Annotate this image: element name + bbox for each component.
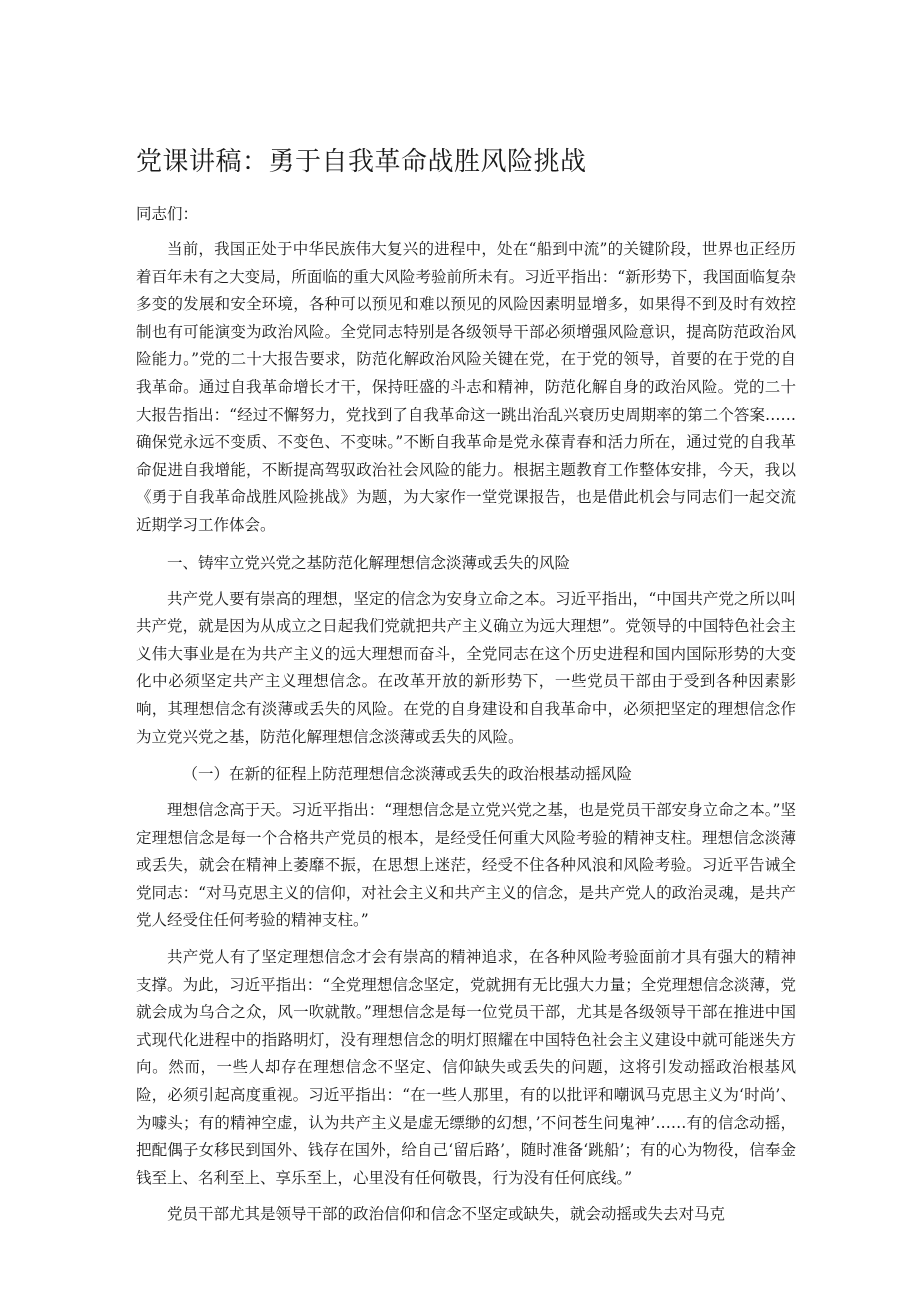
intro-paragraph: 当前，我国正处于中华民族伟大复兴的进程中，处在“船到中流”的关键阶段，世界也正经历着百年未有之大变局，所面临的重大风险考验前所未有。习近平指出：“新形势下，我国面临复杂多变的发展和安全环境，各种可以预见和难以预见的风险因素明显增多，如果得不到及时有效控制也有可能演变为政治风险。全党同志特别是各级领导干部必须增强风险意识，提高防范政治风险能力。”党的二十大报告要求，防范化解政治风险关键在党，在于党的领导，首要的在于党的自我革命。通过自我革命增长才干，保持旺盛的斗志和精神，防范化解自身的政治风险。党的二十大报告指出：“经过不懈努力，党找到了自我革命这一跳出治乱兴衰历史周期率的第二个答案……确保党永远不变质、不变色、不变味。”不断自我革命是党永葆青春和活力所在，通过党的自我革命促进自我增能，不断提高驾驭政治社会风险的能力。根据主题教育工作整体安排，今天，我以《勇于自我革命战胜风险挑战》为题，为大家作一堂党课报告，也是借此机会与同志们一起交流近期学习工作体会。 [136,240,796,534]
page-title: 党课讲稿：勇于自我革命战胜风险挑战 [136,147,587,177]
subsection-heading-1: （一）在新的征程上防范理想信念淡薄或丢失的政治根基动摇风险 [182,765,633,784]
salutation: 同志们： [136,205,199,223]
subsection-1-paragraph-3: 党员干部尤其是领导干部的政治信仰和信念不坚定或缺失，就会动摇或失去对马克 [167,1205,726,1224]
subsection-1-paragraph-2: 共产党人有了坚定理想信念才会有崇高的精神追求，在各种风险考验面前才具有强大的精神支撑。为此，习近平指出：“全党理想信念坚定，党就拥有无比强大力量；全党理想信念淡薄，党就会成为乌合之众，风一吹就散。”理想信念是每一位党员干部，尤其是各级领导干部在推进中国式现代化进程中的指路明灯，没有理想信念的明灯照耀在中国特色社会主义建设中就可能迷失方向。然而，一些人却存在理想信念不坚定、信仰缺失或丢失的问题，这将引发动摇政治根基风险，必须引起高度重视。习近平指出：“在一些人那里，有的以批评和嘲讽马克思主义为‘时尚’、为噱头；有的精神空虚，认为共产主义是虚无缥缈的幻想，’不问苍生问鬼神’……有的信念动摇，把配偶子女移民到国外、钱存在国外，给自己‘留后路’，随时准备‘跳船’；有的心为物役，信奉金钱至上、名利至上、享乐至上，心里没有任何敬畏，行为没有任何底线。” [136,948,796,1187]
subsection-1-paragraph-1: 理想信念高于天。习近平指出：“理想信念是立党兴党之基，也是党员干部安身立命之本。”坚定理想信念是每一个合格共产党员的根本，是经受任何重大风险考验的精神支柱。理想信念淡薄或丢失，就会在精神上萎靡不振，在思想上迷茫，经受不住各种风浪和风险考验。习近平告诫全党同志：“对马克思主义的信仰，对社会主义和共产主义的信念，是共产党人的政治灵魂，是共产党人经受住任何考验的精神支柱。” [136,801,796,930]
section-heading-1: 一、铸牢立党兴党之基防范化解理想信念淡薄或丢失的风险 [167,553,571,572]
section-1-paragraph: 共产党人要有崇高的理想，坚定的信念为安身立命之本。习近平指出，“中国共产党之所以叫共产党，就是因为从成立之日起我们党就把共产主义确立为远大理想”。党领导的中国特色社会主义伟大事业是在为共产主义的远大理想而奋斗，全党同志在这个历史进程和国内国际形势的大变化中必须坚定共产主义理想信念。在改革开放的新形势下，一些党员干部由于受到各种因素影响，其理想信念有淡薄或丢失的风险。在党的自身建设和自我革命中，必须把坚定的理想信念作为立党兴党之基，防范化解理想信念淡薄或丢失的风险。 [136,589,796,746]
document-page [136,142,796,1238]
